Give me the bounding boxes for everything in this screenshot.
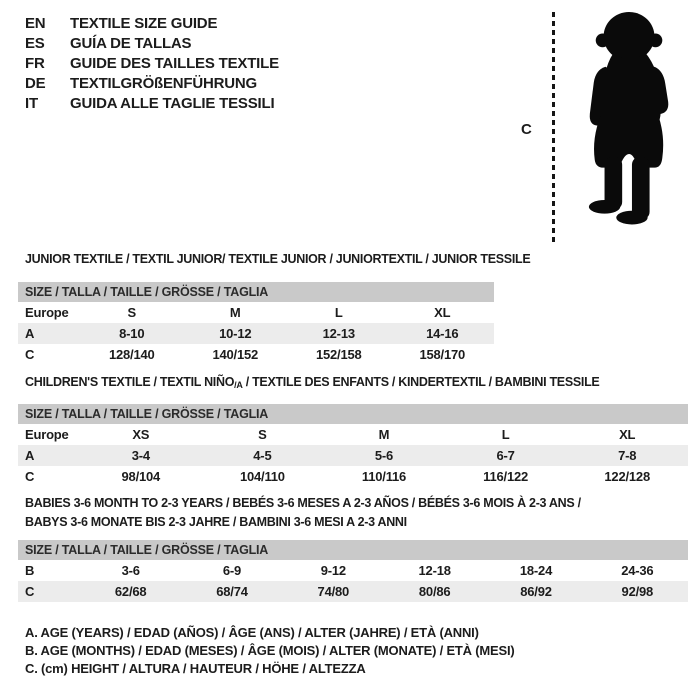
table-cell: 14-16 [426,326,459,341]
table-row [18,560,688,581]
table-cell: 128/140 [108,347,155,362]
language-code: EN [25,14,46,32]
table-cell: L [501,427,510,442]
table-cell: 6-9 [222,563,242,578]
table-cell: 104/110 [239,469,285,484]
language-title: TEXTILGRÖßENFÜHRUNG [70,74,258,92]
table-cell: 5-6 [374,448,394,463]
row-label: Europe [25,427,69,442]
language-row-fr [25,53,279,73]
table-cell: 24-36 [621,563,654,578]
row-label: Europe [25,305,69,320]
table-cell: 68/74 [216,584,248,599]
junior-section-title: JUNIOR TEXTILE / TEXTIL JUNIOR/ TEXTILE JUNIOR / JUNIORTEXTIL / JUNIOR TESSILE [25,252,531,266]
table-row [18,302,494,323]
table-cell: 3-4 [131,448,150,463]
language-row-it [25,93,279,113]
table-cell: XL [434,305,451,320]
babies-title-line2: BABYS 3-6 MONATE BIS 2-3 JAHRE / BAMBINI 3-6 MESI A 2-3 ANNI [25,515,407,529]
size-header-bar: SIZE / TALLA / TAILLE / GRÖSSE / TAGLIA [18,540,688,560]
table-cell: 158/170 [419,347,466,362]
table-cell: XL [619,427,636,442]
table-row [18,581,688,602]
table-cell: 86/92 [520,584,552,599]
children-size-table [18,404,688,487]
language-row-en [25,13,279,33]
language-row-es [25,33,279,53]
table-cell: 80/86 [418,584,451,599]
table-row [18,445,688,466]
babies-title-line1: BABIES 3-6 MONTH TO 2-3 YEARS / BEBÉS 3-6 MESES A 2-3 AÑOS / BÉBÉS 3-6 MOIS À 2-3 ANS / [25,496,581,510]
legend-line-c: C. (cm) HEIGHT / ALTURA / HAUTEUR / HÖHE / ALTEZZA [25,661,366,676]
legend-line-b: B. AGE (MONTHS) / EDAD (MESES) / ÂGE (MOIS) / ALTER (MONATE) / ETÀ (MESI) [25,643,515,658]
language-title: TEXTILE SIZE GUIDE [70,14,218,32]
language-title: GUÍA DE TALLAS [70,34,192,52]
table-cell: M [378,427,390,442]
language-list [25,13,279,113]
table-cell: 4-5 [253,448,272,463]
language-code: FR [25,54,45,72]
table-cell: S [258,427,267,442]
children-title-main: CHILDREN'S TEXTILE / TEXTIL NIÑO [25,375,235,389]
size-header-bar: SIZE / TALLA / TAILLE / GRÖSSE / TAGLIA [18,282,494,302]
row-label: A [25,448,35,463]
row-label: A [25,326,35,341]
table-cell: 7-8 [618,448,637,463]
legend-line-a: A. AGE (YEARS) / EDAD (AÑOS) / ÂGE (ANS) / ALTER (JAHRE) / ETÀ (ANNI) [25,625,479,640]
children-title-rest: / TEXTILE DES ENFANTS / KINDERTEXTIL / BAMBINI TESSILE [242,375,600,389]
table-cell: XS [132,427,150,442]
row-label: C [25,347,35,362]
babies-section-title [25,494,581,532]
size-header-bar: SIZE / TALLA / TAILLE / GRÖSSE / TAGLIA [18,404,688,424]
table-cell: 92/98 [621,584,654,599]
table-row [18,424,688,445]
table-row [18,466,688,487]
row-label: C [25,584,35,599]
table-cell: 62/68 [114,584,147,599]
table-cell: M [229,305,241,320]
language-title: GUIDE DES TAILLES TEXTILE [70,54,279,72]
table-row [18,323,494,344]
measure-label-c: C [521,121,532,138]
language-row-de [25,73,279,93]
children-section-title [25,374,599,393]
language-code: IT [25,94,38,112]
children-title-subscript: /A [234,380,243,390]
language-code: ES [25,34,45,52]
table-cell: 3-6 [121,563,140,578]
table-cell: 74/80 [317,584,350,599]
table-cell: 18-24 [519,563,553,578]
table-cell: 110/116 [361,469,407,484]
language-title: GUIDA ALLE TAGLIE TESSILI [70,94,275,112]
table-cell: 140/152 [212,347,259,362]
babies-size-table [18,540,688,602]
junior-size-table [18,282,494,365]
baby-silhouette-image [566,10,694,245]
table-cell: 12-13 [322,326,355,341]
table-cell: 9-12 [320,563,346,578]
height-measure-dashed-line [552,12,555,242]
table-cell: 98/104 [121,469,161,484]
table-cell: 6-7 [496,448,515,463]
legend [25,624,515,678]
table-cell: 152/158 [315,347,362,362]
table-row [18,344,494,365]
language-code: DE [25,74,46,92]
table-cell: 8-10 [119,326,145,341]
table-cell: 116/122 [483,469,529,484]
row-label: B [25,563,35,578]
table-cell: L [334,305,343,320]
table-cell: 10-12 [219,326,252,341]
table-cell: 122/128 [604,469,650,484]
table-cell: S [127,305,136,320]
table-cell: 12-18 [418,563,451,578]
row-label: C [25,469,35,484]
